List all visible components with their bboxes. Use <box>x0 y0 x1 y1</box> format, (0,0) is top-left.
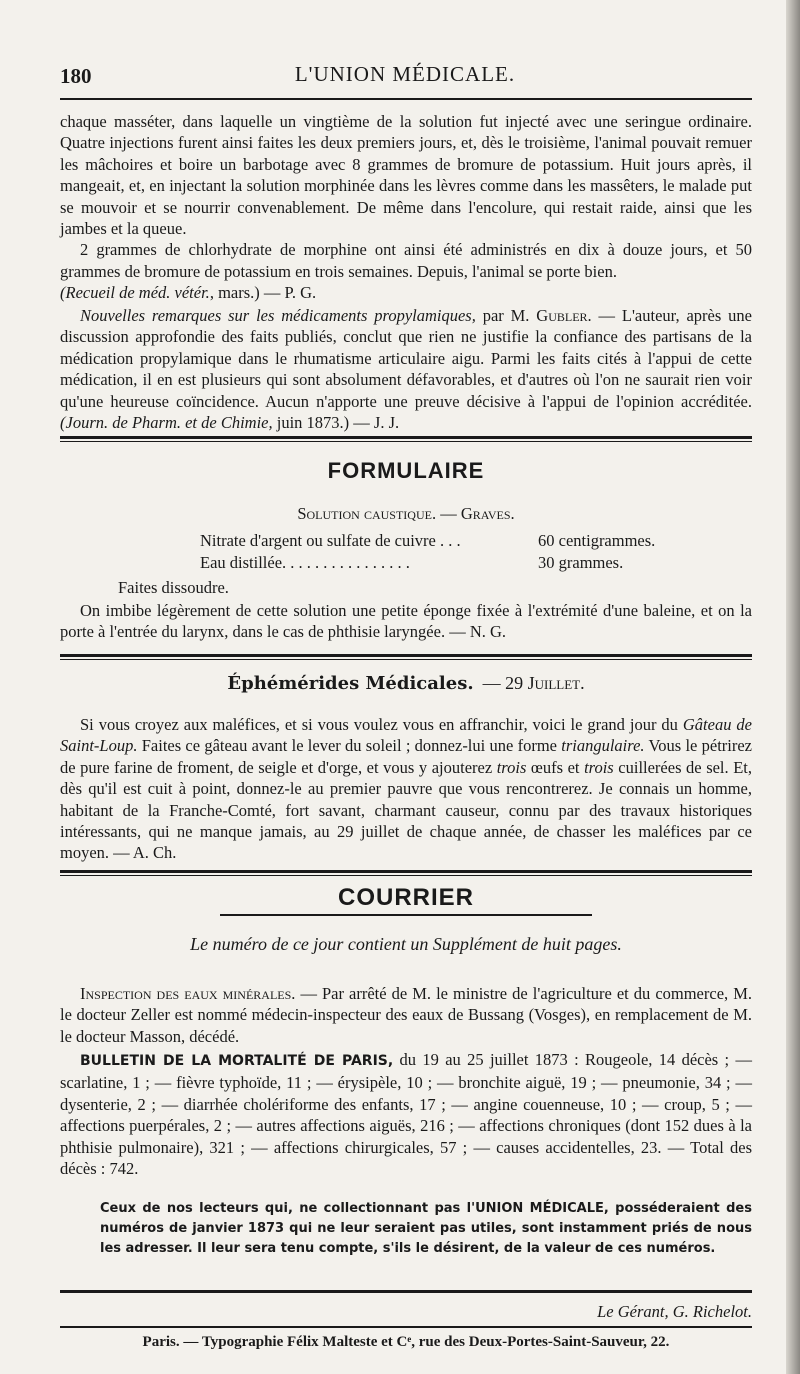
courrier-bulletin <box>60 1049 752 1179</box>
article-morphine-source: (Recueil de méd. vétér. <box>60 283 210 303</box>
article-propylamiques-source: (Journ. de Pharm. et de Chimie, <box>60 413 273 433</box>
article-propylamiques <box>60 305 752 433</box>
article-propylamiques-by: par M. <box>475 306 537 325</box>
section-rule-formulaire <box>60 436 752 442</box>
recipe-row <box>200 530 752 552</box>
header-rule <box>60 98 752 100</box>
article-propylamiques-title: Nouvelles remarques sur les médicaments propylamiques, <box>80 306 476 325</box>
recipe-ingredient-name: Nitrate d'argent ou sulfate de cuivre . . . <box>200 531 461 550</box>
article-morphine-end: , mars.) — P. G. <box>209 283 317 303</box>
recipe-ingredient-qty: 30 grammes. <box>538 552 624 572</box>
courrier-inspection <box>60 983 752 1047</box>
ephemerides-date: — 29 Juillet. <box>482 673 585 693</box>
formulaire-subtitle-text: Solution caustique. — Graves. <box>297 504 515 523</box>
courrier-supplement: Le numéro de ce jour contient un Supplément de huit pages. <box>190 934 622 954</box>
formulaire-subtitle <box>60 503 752 524</box>
ephemerides-text <box>60 714 752 864</box>
recipe-row <box>200 552 752 574</box>
courrier-inspection-text <box>60 983 752 1047</box>
page-edge-shadow <box>786 0 800 1374</box>
ephemerides-triangulaire: triangulaire. <box>561 736 645 756</box>
ephemerides-t1: Si vous croyez aux maléfices, et si vous voulez vous en affranchir, voici le grand jour du <box>80 715 683 734</box>
ephemerides-t4: œufs et <box>526 757 585 777</box>
formulaire-heading: FORMULAIRE <box>327 458 485 483</box>
article-morphine-p1: chaque masséter, dans laquelle un vingtième de la solution fut injecté avec une seringue ordinaire. Quatre injections furent ainsi faites les deux premiers jours, et, dès le troisième, l'animal pouvait remuer les mâchoires et boire un barbotage avec 8 grammes de bromure de potassium. Huit jours après, il mangeait, et, en injectant la solution morphinée dans les lèvres comme dans les massêters, le malade put se mouvoir et se nourrir convenablement. De même dans l'encolure, qui restait raide, ainsi que les jambes et la queue. <box>60 112 752 239</box>
section-rule-courrier <box>60 870 752 876</box>
readers-notice: Ceux de nos lecteurs qui, ne collectionnant pas l'UNION MÉDICALE, posséderaient des numéros de janvier 1873 qui ne leur seraient pas utiles, sont instamment priés de nous les adresser. Il leur sera tenu compte, s'ils le désirent, de la valeur de ces numéros. <box>100 1201 752 1256</box>
courrier-heading: COURRIER <box>337 884 474 911</box>
article-morphine <box>60 111 752 304</box>
page-header <box>60 58 750 90</box>
journal-title: L'UNION MÉDICALE. <box>294 62 516 86</box>
courrier-underline <box>220 914 592 916</box>
ephemerides-heading-line <box>60 673 752 694</box>
ephemerides-t3: Vous le pétrirez de pure farine de froment, de seigle et d'orge, et vous y ajouterez <box>60 736 753 777</box>
ephemerides-heading: Éphémérides Médicales. <box>227 673 474 694</box>
formulaire-instruction: Faites dissoudre. <box>118 578 229 597</box>
article-propylamiques-end: juin 1873.) — J. J. <box>272 413 400 433</box>
printer-footer: Paris. — Typographie Félix Malteste et Cᵉ, rue des Deux-Portes-Saint-Sauveur, 22. <box>142 1334 670 1350</box>
page-number: 180 <box>60 64 92 88</box>
formulaire-text-p: On imbibe légèrement de cette solution une petite éponge fixée à l'extrémité d'une baleine, et on la porte à l'entrée du larynx, dans le cas de phthisie laryngée. — N. G. <box>60 601 752 642</box>
article-morphine-p2-text: 2 grammes de chlorhydrate de morphine ont ainsi été administrés en dix à douze jours, et 50 grammes de bromure de potassium en trois semaines. Depuis, l'animal se porte bien. <box>60 240 752 281</box>
courrier-inspection-body: — Par arrêté de M. le ministre de l'agriculture et du commerce, M. le docteur Zeller est nommé médecin-inspecteur des eaux de Bussang (Vosges), en remplacement de M. le docteur Masson, décédé. <box>60 984 752 1046</box>
courrier-bulletin-text <box>60 1049 752 1179</box>
article-propylamiques-body: — L'auteur, après une discussion approfondie des faits publiés, conclut que rien ne justifie la confiance des partisans de la médication propylamique dans le rhumatisme articulaire aigu. Parmi les faits cités à l'appui de cette médication, il en est plusieurs qui sont absolument défavorables, et d'autres où l'on ne saurait rien voir qu'une heureuse coïncidence. Aucun n'apporte une preuve décisive à l'appui de l'opinion accréditée. <box>60 306 752 411</box>
courrier-supplement-line <box>60 934 752 955</box>
footer-rule <box>60 1326 752 1328</box>
section-rule-ephemerides <box>60 654 752 660</box>
signature: Le Gérant, G. Richelot. <box>597 1302 752 1321</box>
ephemerides-t2: Faites ce gâteau avant le lever du soleil ; donnez-lui une forme <box>137 736 562 756</box>
article-morphine-p2 <box>60 239 752 303</box>
ephemerides-gateau: Gâteau de Saint-Loup. <box>60 715 752 756</box>
bottom-rule <box>60 1290 752 1293</box>
ephemerides-t5: cuillerées de sel. Et, dès qu'il est cuit à point, donnez-le au premier pauvre que vous rencontrerez. Je connais un homme, habitant de la Franche-Comté, fort savant, charmant causeur, connu par des travaux historiques intéressants, qui ne manque jamais, au 29 juillet de chaque année, de chasser les maléfices par ce moyen. — A. Ch. <box>60 757 752 863</box>
ephemerides-trois-2: trois <box>584 757 614 777</box>
ephemerides-trois: trois <box>496 757 527 777</box>
article-propylamiques-author: Gubler. <box>536 306 592 325</box>
courrier-bulletin-label: BULLETIN DE LA MORTALITÉ DE PARIS, <box>80 1053 394 1069</box>
article-propylamiques-text <box>60 305 752 433</box>
courrier-inspection-label: Inspection des eaux minérales. <box>80 984 296 1003</box>
formulaire-recipe <box>200 530 752 574</box>
ephemerides-article <box>60 714 752 864</box>
formulaire-text <box>60 600 752 643</box>
courrier-bulletin-body: du 19 au 25 juillet 1873 : Rougeole, 14 décès ; — scarlatine, 1 ; — fièvre typhoïde, 11 ; — érysipèle, 10 ; — bronchite aiguë, 19 ; — pneumonie, 34 ; — dysenterie, 2 ; — diarrhée cholériforme des enfants, 17 ; — angine couenneuse, 10 ; — croup, 5 ; — affections puerpérales, 2 ; — autres affections aiguës, 216 ; — affections chroniques (dont 152 dues à la phthisie pulmonaire), 321 ; — affections chirurgicales, 57 ; — causes accidentelles, 23. — Total des décès : 742. <box>60 1050 752 1179</box>
recipe-ingredient-name: Eau distillée. . . . . . . . . . . . . . . . <box>200 552 410 572</box>
recipe-ingredient-qty: 60 centigrammes. <box>538 531 656 550</box>
